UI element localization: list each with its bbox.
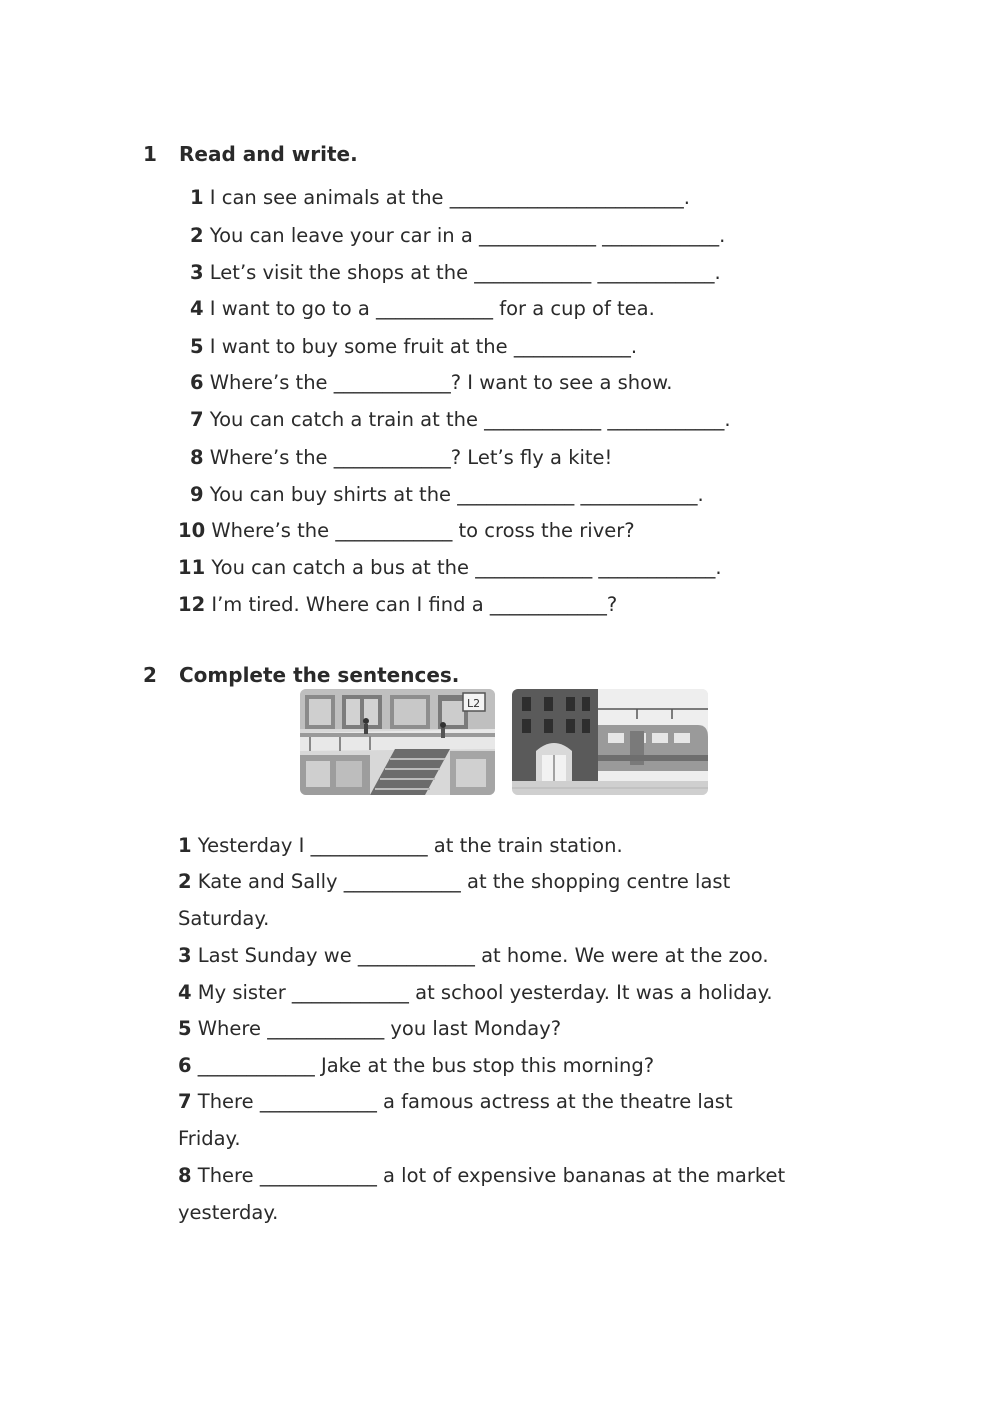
exercise-2-line: 2 Kate and Sally ____________ at the shopping centre last bbox=[178, 870, 731, 893]
exercise-2-line: 7 There ____________ a famous actress at the theatre last bbox=[178, 1090, 733, 1113]
exercise-1-item: 2 You can leave your car in a ____________ ____________. bbox=[190, 224, 726, 247]
exercise-1-item: 4 I want to go to a ____________ for a cup of tea. bbox=[190, 297, 655, 320]
section-title: Read and write. bbox=[179, 142, 358, 166]
exercise-2-line: 4 My sister ____________ at school yesterday. It was a holiday. bbox=[178, 981, 773, 1004]
exercise-1-item: 8 Where’s the ____________? Let’s fly a kite! bbox=[190, 446, 613, 469]
section-1-heading bbox=[143, 142, 358, 166]
exercise-1-item: 6 Where’s the ____________? I want to see a show. bbox=[190, 371, 673, 394]
exercise-2-line: 8 There ____________ a lot of expensive bananas at the market bbox=[178, 1164, 786, 1187]
train-station-picture bbox=[512, 689, 708, 795]
exercise-1-item: 1 I can see animals at the ________________________. bbox=[190, 186, 690, 209]
exercise-2-line: 5 Where ____________ you last Monday? bbox=[178, 1017, 562, 1040]
shopping-centre-picture bbox=[300, 689, 495, 795]
section-number: 2 bbox=[143, 663, 157, 687]
exercise-2-line: 3 Last Sunday we ____________ at home. We were at the zoo. bbox=[178, 944, 769, 967]
exercise-2-line: 1 Yesterday I ____________ at the train station. bbox=[178, 834, 623, 857]
exercise-1-item: 9 You can buy shirts at the ____________ ____________. bbox=[190, 483, 704, 506]
section-number: 1 bbox=[143, 142, 157, 166]
exercise-2-line: 6 ____________ Jake at the bus stop this morning? bbox=[178, 1054, 655, 1077]
exercise-1-item: 11 You can catch a bus at the ____________ ____________. bbox=[178, 556, 722, 579]
exercise-1-item: 5 I want to buy some fruit at the ____________. bbox=[190, 335, 638, 358]
exercise-1-item: 7 You can catch a train at the ____________ ____________. bbox=[190, 408, 731, 431]
section-2-heading bbox=[143, 663, 459, 687]
exercise-1-item: 10 Where’s the ____________ to cross the river? bbox=[178, 519, 635, 542]
shopping-centre-illustration bbox=[300, 689, 495, 795]
exercise-1-item: 12 I’m tired. Where can I find a ____________? bbox=[178, 593, 618, 616]
exercise-2-line-continuation: Saturday. bbox=[178, 907, 270, 930]
exercise-1-item: 3 Let’s visit the shops at the ____________ ____________. bbox=[190, 261, 721, 284]
exercise-2-line-continuation: yesterday. bbox=[178, 1201, 279, 1224]
exercise-2-line-continuation: Friday. bbox=[178, 1127, 241, 1150]
level-sign: L2 bbox=[467, 697, 481, 710]
train-station-illustration bbox=[512, 689, 708, 795]
section-title: Complete the sentences. bbox=[179, 663, 460, 687]
